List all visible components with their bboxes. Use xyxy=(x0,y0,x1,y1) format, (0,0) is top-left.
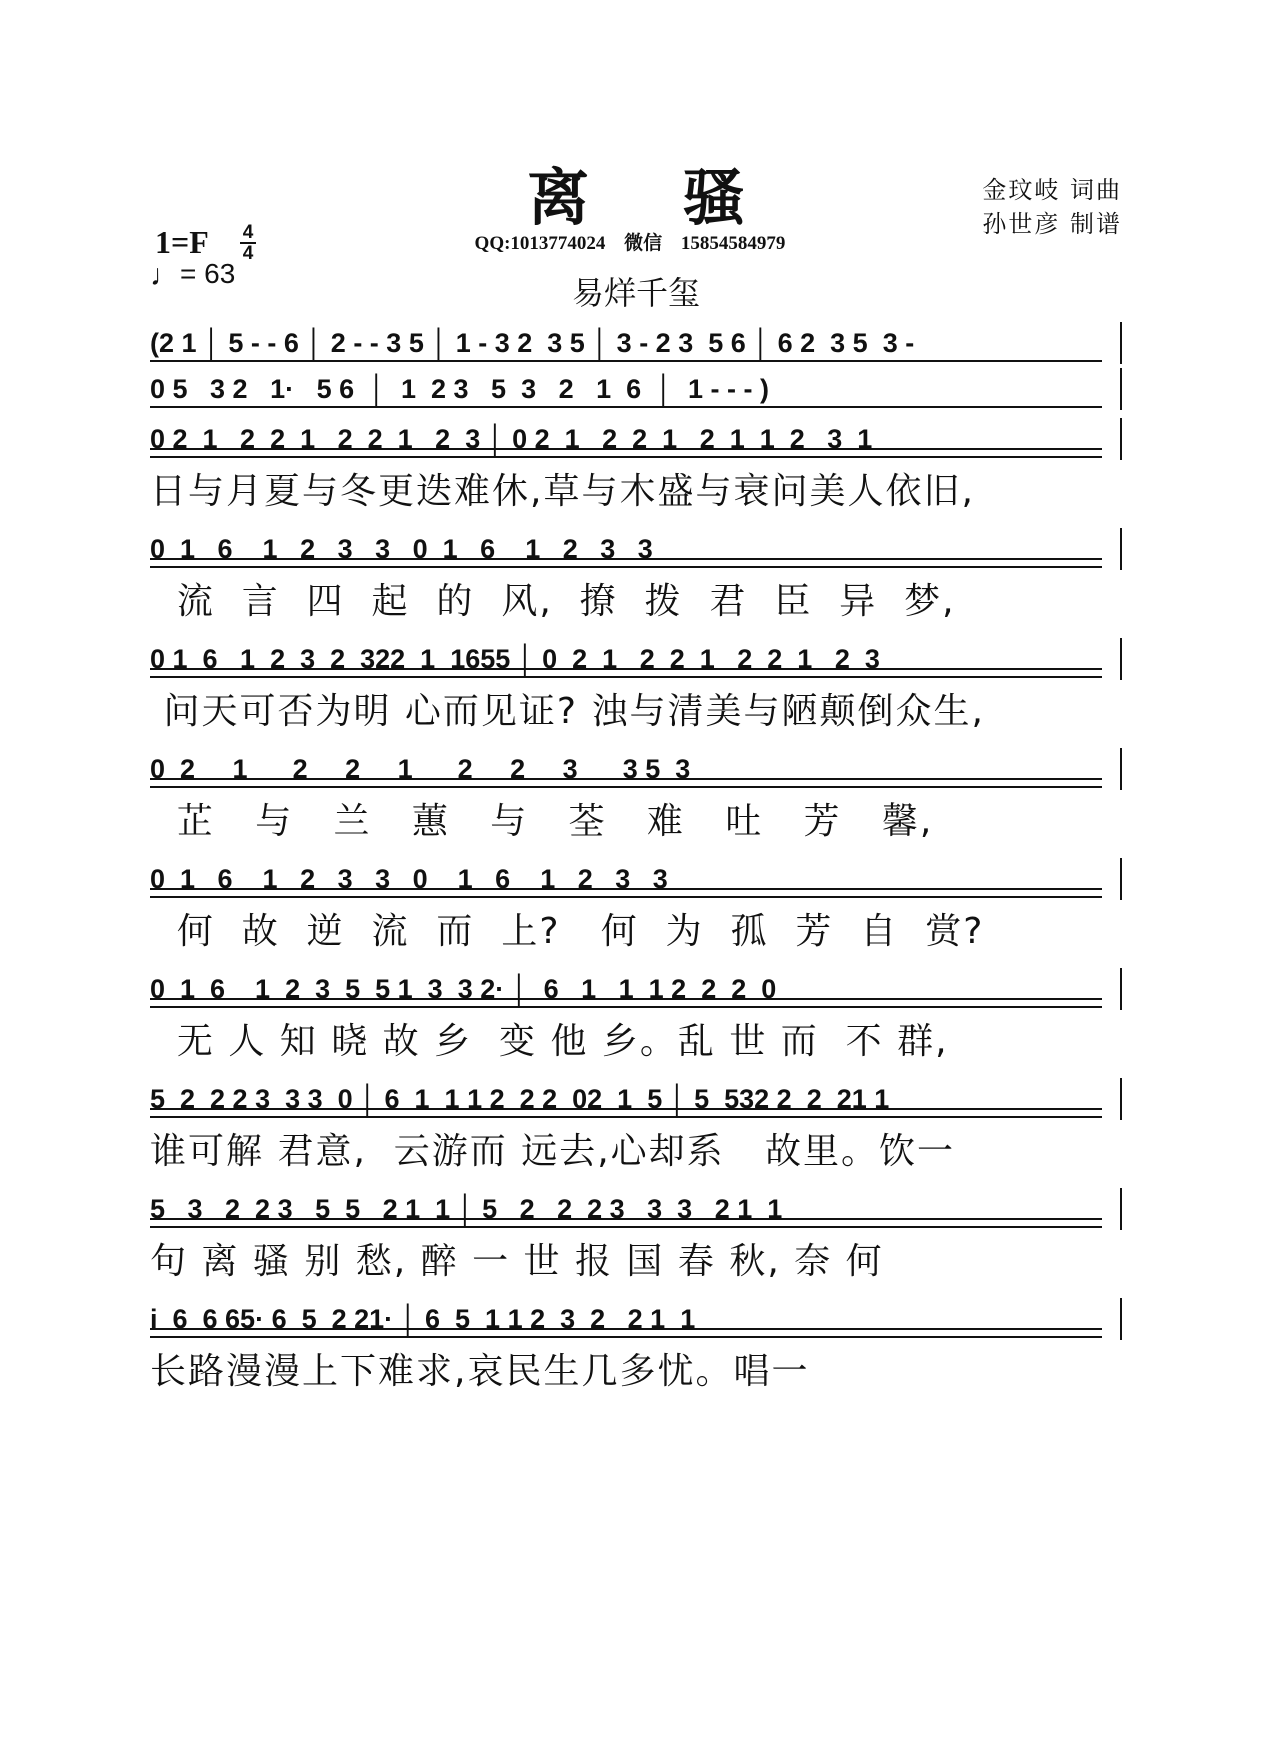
lyrics-line: 谁可解 君意, 云游而 远去,心却系 故里。饮一 xyxy=(150,1131,955,1172)
beam-underline xyxy=(150,448,1102,458)
beam-underline xyxy=(150,888,1102,898)
score-system xyxy=(150,1188,1122,1290)
time-signature-bottom: 4 xyxy=(240,242,256,263)
beam-underline xyxy=(150,558,1102,568)
notes-line: 0 1 6 1 2 3 5 5 1 3 3 2· │ 6 1 1 1 2 2 2 0 xyxy=(150,968,1122,1010)
time-signature-top: 4 xyxy=(242,222,254,243)
lyrics-line: 流 言 四 起 的 风, 撩 拨 君 臣 异 梦, xyxy=(150,581,956,622)
score-system xyxy=(150,528,1122,630)
notes-line: 5 2 2 2 3 3 3 0 │ 6 1 1 1 2 2 2 02 1 5 │ 5 532 2 2 21 1 xyxy=(150,1078,1122,1120)
contact-info: QQ:1013774024 微信 15854584979 xyxy=(474,233,786,254)
beam-underline xyxy=(150,360,1102,362)
notes-line: (2 1 │ 5 - - 6 │ 2 - - 3 5 │ 1 - 3 2 3 5 │ 3 - 2 3 5 6 │ 6 2 3 5 3 - xyxy=(150,322,1122,364)
score-system xyxy=(150,1078,1122,1180)
beam-underline xyxy=(150,406,1102,408)
beam-underline xyxy=(150,1328,1102,1338)
tempo-value: = 63 xyxy=(180,258,236,289)
score-system xyxy=(150,858,1122,960)
score-system xyxy=(150,968,1122,1070)
score-system xyxy=(150,748,1122,850)
score-system xyxy=(150,638,1122,740)
notes-line: 0 1 6 1 2 3 3 0 1 6 1 2 3 3 xyxy=(150,858,1122,900)
beam-underline xyxy=(150,1108,1102,1118)
singer-name: 易烊千玺 xyxy=(571,274,700,312)
transcriber-credit: 孙世彦 制谱 xyxy=(982,210,1122,238)
score-system xyxy=(150,368,1122,410)
beam-underline xyxy=(150,668,1102,678)
notes-line: i 6 6 65· 6 5 2 21· │ 6 5 1 1 2 3 2 2 1 1 xyxy=(150,1298,1122,1340)
score-system xyxy=(150,1298,1122,1400)
beam-underline xyxy=(150,998,1102,1008)
lyrics-line: 句 离 骚 别 愁, 醉 一 世 报 国 春 秋, 奈 何 xyxy=(150,1241,884,1282)
notes-line: 0 1 6 1 2 3 3 0 1 6 1 2 3 3 xyxy=(150,528,1122,570)
beam-underline xyxy=(150,1218,1102,1228)
lyrics-line: 无 人 知 晓 故 乡 变 他 乡。乱 世 而 不 群, xyxy=(150,1021,949,1062)
notes-line: 5 3 2 2 3 5 5 2 1 1 │ 5 2 2 2 3 3 3 2 1 1 xyxy=(150,1188,1122,1230)
notes-line: 0 5 3 2 1· 5 6 │ 1 2 3 5 3 2 1 6 │ 1 - - - ) xyxy=(150,368,1122,410)
tempo-marking xyxy=(150,258,235,293)
key-signature: 1=F xyxy=(155,224,209,260)
lyrics-line: 何 故 逆 流 而 上? 何 为 孤 芳 自 赏? xyxy=(150,911,985,952)
lyrics-line: 芷 与 兰 蕙 与 荃 难 吐 芳 馨, xyxy=(150,801,934,842)
lyrics-line: 问天可否为明 心而见证? 浊与清美与陋颠倒众生, xyxy=(150,691,985,732)
lyrics-music-credit: 金玟岐 词曲 xyxy=(982,176,1122,204)
time-signature xyxy=(240,223,256,263)
notes-line: 0 2 1 2 2 1 2 2 3 3 5 3 xyxy=(150,748,1122,790)
score-system xyxy=(150,322,1122,364)
song-title: 离 骚 xyxy=(527,161,781,234)
score-systems xyxy=(150,322,1122,1400)
notes-line: 0 2 1 2 2 1 2 2 1 2 3 │ 0 2 1 2 2 1 2 1 1 2 3 1 xyxy=(150,418,1122,460)
beam-underline xyxy=(150,778,1102,788)
lyrics-line: 日与月夏与冬更迭难休,草与木盛与衰问美人依旧, xyxy=(150,471,975,512)
score-system xyxy=(150,418,1122,520)
notes-line: 0 1 6 1 2 3 2 322 1 1655 │ 0 2 1 2 2 1 2 2 1 2 3 xyxy=(150,638,1122,680)
quarter-note-icon: ♩ xyxy=(150,259,180,292)
lyrics-line: 长路漫漫上下难求,哀民生几多忧。唱一 xyxy=(150,1351,810,1392)
